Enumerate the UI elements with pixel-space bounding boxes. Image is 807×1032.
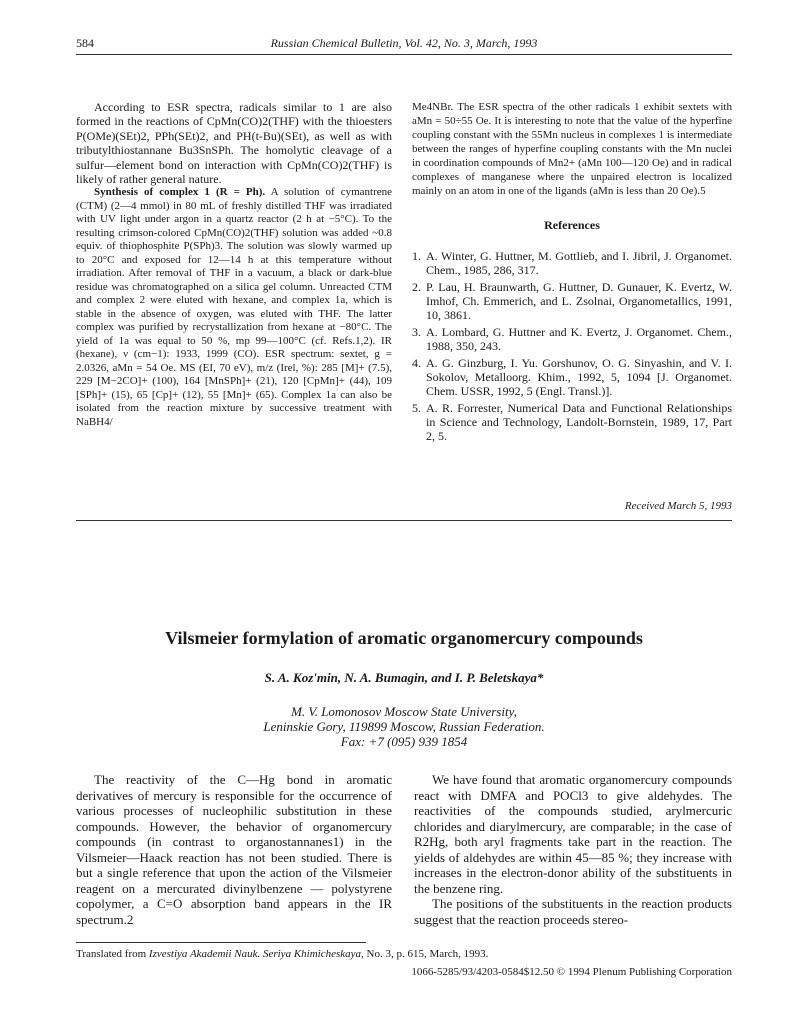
article-left-column bbox=[76, 772, 392, 927]
journal-title: Russian Chemical Bulletin, Vol. 42, No. 3, March, 1993 bbox=[270, 36, 538, 50]
reference-item: 5. A. R. Forrester, Numerical Data and Functional Relationships in Science and Technology, Landolt-Bornstein, 1989, 17, Part 2, 5. bbox=[412, 401, 732, 443]
prev-right-paragraph: Me4NBr. The ESR spectra of the other radicals 1 exhibit sextets with aMn = 50÷55 Oe. It is interesting to note that the value of the hyperfine coupling constant with the 55Mn nucleus in complexes 1 is intermediate between the ranges of hyperfine coupling constants with the Mn nuclei in coordination compounds of Mn2+ (aMn 100—120 Oe) and in radical complexes of manganese where the unpaired electron is localized mainly on an atom in one of the ligands (aMn is less than 20 Oe).5 bbox=[412, 101, 732, 197]
article-separator bbox=[76, 520, 732, 521]
source-journal: Izvestiya Akademii Nauk. Seriya Khimicheskaya, bbox=[148, 948, 364, 960]
article-right-column bbox=[414, 772, 732, 927]
synthesis-paragraph bbox=[76, 186, 392, 429]
affiliation bbox=[76, 704, 732, 749]
article-authors: S. A. Koz'min, N. A. Bumagin, and I. P. Beletskaya* bbox=[264, 670, 544, 685]
affiliation-line-1: M. V. Lomonosov Moscow State University, bbox=[291, 704, 517, 719]
translation-note: Translated from Izvestiya Akademii Nauk. Seriya Khimicheskaya, No. 3, p. 615, March, 1993. bbox=[76, 948, 489, 960]
affiliation-line-3: Fax: +7 (095) 939 1854 bbox=[340, 734, 468, 749]
references-list bbox=[412, 249, 732, 443]
references-heading: References bbox=[544, 218, 600, 232]
reference-item: 1. A. Winter, G. Huttner, M. Gottlieb, and I. Jibril, J. Organomet. Chem., 1985, 286, 317. bbox=[412, 249, 732, 277]
prev-paragraph-1: According to ESR spectra, radicals similar to 1 are also formed in the reactions of CpMn(CO)2(THF) with the thioesters P(OMe)(SEt)2, PPh(SEt)2, and PH(t-Bu)(SEt), as well as with tributylthiostannane Bu3SnSPh. The homolytic cleavage of a sulfur—element bond on interaction with CpMn(CO)2(THF) is likely of rather general nature. bbox=[76, 100, 392, 187]
prev-article-left-column bbox=[76, 100, 392, 429]
received-date: Received March 5, 1993 bbox=[624, 500, 732, 512]
affiliation-line-2: Leninskie Gory, 119899 Moscow, Russian Federation. bbox=[263, 719, 545, 734]
running-header bbox=[76, 36, 732, 55]
copyright-line: 1066-5285/93/4203-0584$12.50 © 1994 Plenum Publishing Corporation bbox=[411, 966, 732, 978]
intro-paragraph: The reactivity of the C—Hg bond in aromatic derivatives of mercury is responsible for the occurrence of various processes of nucleophilic substitution in these compounds. However, the behavior of organomercury compounds (in contrast to organostannanes1) in the Vilsmeier—Haack reaction has not been studied. There is but a single reference that upon the action of the Vilsmeier reagent on a mercurated divinylbenzene — polystyrene copolymer, a C=O absorption band appears in the IR spectrum.2 bbox=[76, 772, 392, 927]
reference-item: 3. A. Lombard, G. Huttner and K. Evertz, J. Organomet. Chem., 1988, 350, 243. bbox=[412, 325, 732, 353]
reference-item: 4. A. G. Ginzburg, I. Yu. Gorshunov, O. G. Sinyashin, and V. I. Sokolov, Metalloorg. Khim., 1992, 5, 1094 [J. Organomet. Chem. USSR, 1992, 5 (Engl. Transl.)]. bbox=[412, 356, 732, 398]
synthesis-text: A solution of cymantrene (CTM) (2—4 mmol) in 80 mL of freshly distilled THF was irradiated with UV light under argon in a quartz reactor (2 h at −5°C). To the resulting crimson-colored CpMn(CO)2(THF) solution was added ~0.8 equiv. of thiophosphite P(SPh)3. The solution was slowly warmed up to 20°C and exposed for 12—14 h at this temperature without irradiation. After removal of THF in a vacuum, a black or dark-blue residue was chromatographed on a silica gel column. Unreacted CTM and complex 2 were eluted with hexane, and complex 1a, which is stable in the absence of oxygen, was eluted with THF. The latter complex was purified by recrystallization from hexane at −80°C. The yield of 1a was equal to 50 %, mp 99—100°C (cf. Refs.1,2). IR (hexane), ν (cm−1): 1933, 1999 (CO). ESR spectrum: sextet, g = 2.0326, aMn = 54 Oe. MS (EI, 70 eV), m/z (Irel, %): 285 [M]+ (7.5), 229 [M−2CO]+ (100), 164 [MnSPh]+ (21), 120 [CpMn]+ (44), 109 [SPh]+ (15), 65 [Cp]+ (12), 55 [Mn]+ (65). Complex 1a can also be isolated from the reaction mixture by successive treatment with NaBH4/ bbox=[76, 186, 392, 428]
footer-rule bbox=[76, 942, 366, 943]
page-number: 584 bbox=[76, 36, 94, 50]
article-title: Vilsmeier formylation of aromatic organomercury compounds bbox=[165, 628, 643, 648]
synthesis-heading: Synthesis of complex 1 (R = Ph). bbox=[94, 186, 266, 199]
prev-article-right-column bbox=[412, 100, 732, 446]
results-paragraph-1: We have found that aromatic organomercury compounds react with DMFA and POCl3 to give aldehydes. The reactivities of the compounds studied, arylmercuric chlorides and diarylmercury, are comparable; in the case of R2Hg, both aryl fragments take part in the reaction. The yields of aldehydes are within 45—85 %; they increase with increases in the electron-donor ability of the substituents in the benzene ring. bbox=[414, 772, 732, 896]
results-paragraph-2: The positions of the substituents in the reaction products suggest that the reaction proceeds stereo- bbox=[414, 896, 732, 927]
reference-item: 2. P. Lau, H. Braunwarth, G. Huttner, D. Gunauer, K. Evertz, W. Imhof, Ch. Emmerich, and L. Zsolnai, Organometallics, 1991, 10, 3861. bbox=[412, 280, 732, 322]
